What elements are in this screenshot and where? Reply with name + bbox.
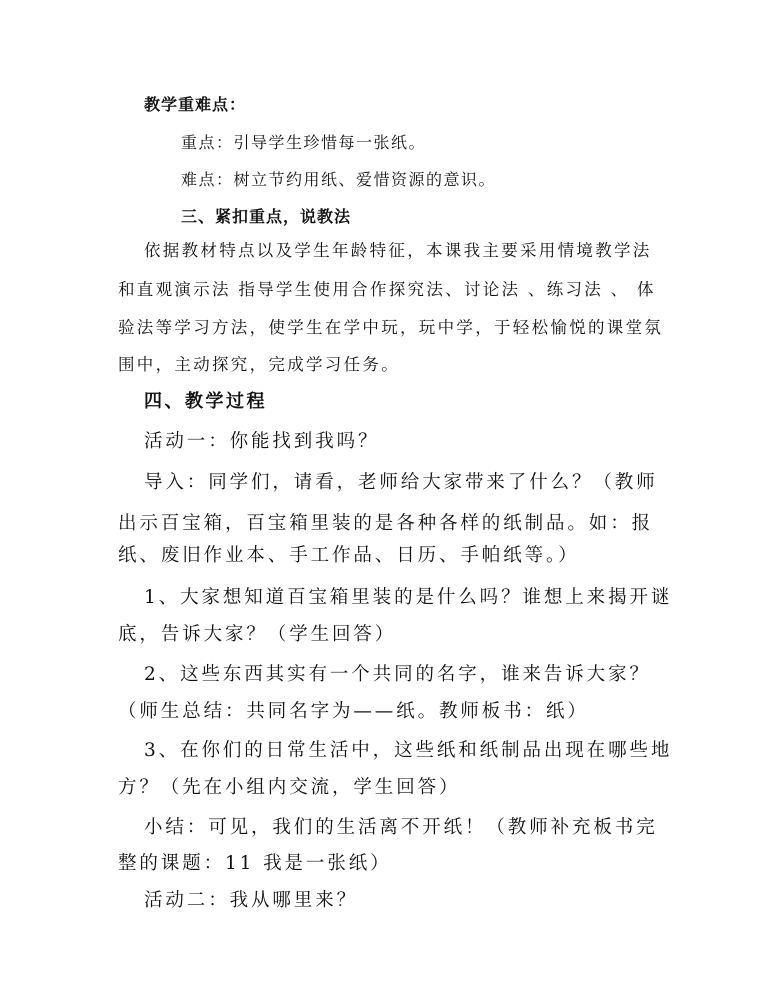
activity-two-title: 活动二：我从哪里来？	[144, 890, 359, 911]
section-four-heading: 四、教学过程	[144, 391, 267, 412]
activity-one-title: 活动一：你能找到我吗？	[144, 431, 380, 452]
process-line-2: 导入：同学们，请看，老师给大家带来了什么？（教师	[144, 472, 658, 493]
process-line-11: 小结：可见，我们的生活离不开纸！（教师补充板书完	[144, 817, 658, 838]
section-three-line-1: 依据教材特点以及学生年龄特征，本课我主要采用情境教学法	[144, 241, 652, 260]
section-three-line-2: 和直观演示法 指导学生使用合作探究法、讨论法 、练习法 、 体	[118, 280, 656, 299]
process-line-10: 方？（先在小组内交流，学生回答）	[118, 777, 461, 798]
difficult-point-text: 难点：树立节约用纸、爱惜资源的意识。	[181, 170, 497, 189]
process-line-5: 1、大家想知道百宝箱里装的是什么吗？谁想上来揭开谜	[144, 587, 673, 608]
process-line-9: 3、在你们的日常生活中，这些纸和纸制品出现在哪些地	[144, 740, 673, 761]
process-line-3: 出示百宝箱，百宝箱里装的是各种各样的纸制品。如：报	[118, 513, 654, 534]
key-points-heading: 教学重难点：	[144, 95, 247, 114]
process-line-4: 纸、废旧作业本、手工作品、日历、手帕纸等。）	[118, 545, 580, 566]
section-three-heading: 三、紧扣重点，说教法	[181, 207, 352, 226]
section-three-line-3: 验法等学习方法，使学生在学中玩，玩中学，于轻松愉悦的课堂氛	[118, 318, 664, 337]
process-line-6: 底，告诉大家？（学生回答）	[118, 624, 397, 645]
key-point-text: 重点：引导学生珍惜每一张纸。	[181, 133, 427, 152]
process-line-7: 2、这些东西其实有一个共同的名字，谁来告诉大家？	[144, 664, 651, 685]
process-line-12: 整的课题：11 我是一张纸）	[118, 853, 392, 874]
section-three-line-4: 围中，主动探究，完成学习任务。	[118, 355, 400, 374]
process-line-8: （师生总结：共同名字为——纸。教师板书：纸）	[118, 701, 589, 722]
